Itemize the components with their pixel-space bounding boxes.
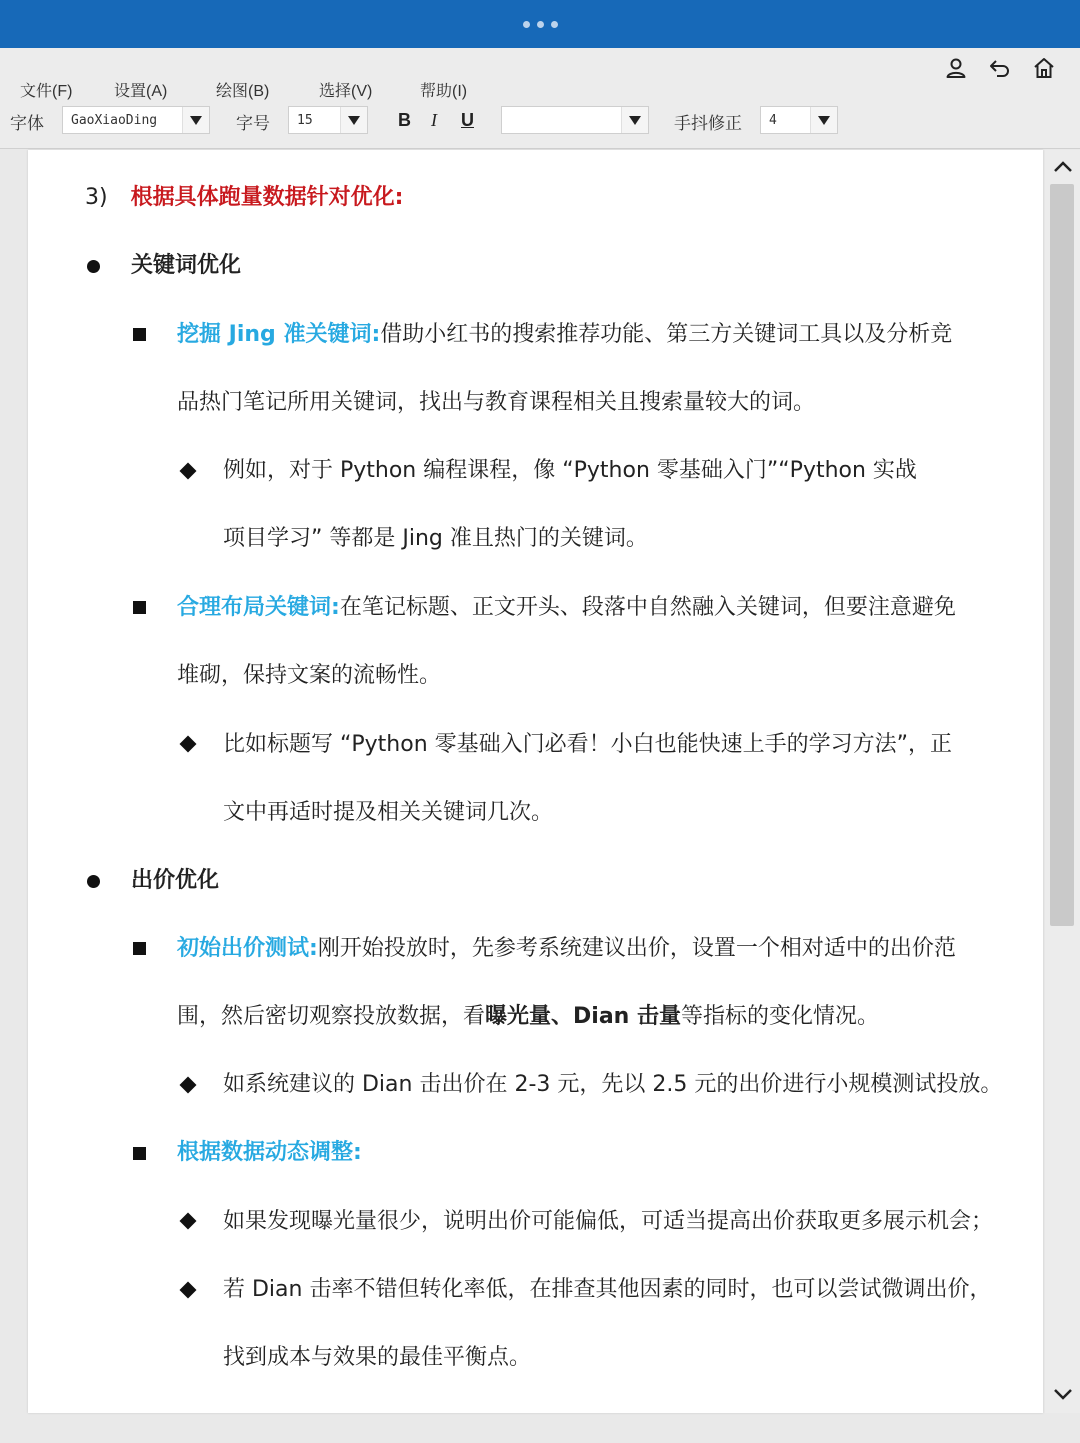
bullet-diamond-icon: [180, 736, 197, 753]
vertical-scrollbar[interactable]: [1045, 150, 1080, 1413]
menu-draw[interactable]: 绘图(B): [216, 83, 270, 100]
size-label: 字号: [236, 114, 270, 134]
section-heading: [85, 183, 403, 213]
italic-button[interactable]: I: [431, 110, 437, 130]
item-text-continued: [177, 1002, 879, 1032]
menu-settings[interactable]: 设置(A): [114, 83, 168, 100]
item-label: 合理布局关键词:: [177, 595, 340, 620]
bullet-diamond-icon: [180, 463, 197, 480]
example-text: 比如标题写 “Python 零基础入门必看！小白也能快速上手的学习方法”，正: [223, 732, 953, 757]
size-select[interactable]: [288, 106, 368, 134]
menu-help[interactable]: 帮助(I): [420, 83, 468, 100]
item-text: 借助小红书的搜索推荐功能、第三方关键词工具以及分析竞: [380, 322, 953, 347]
menu-file[interactable]: 文件(F): [20, 83, 73, 100]
menu-bar: [0, 48, 1080, 100]
top-icons: [944, 56, 1056, 80]
bullet-diamond-icon: [180, 1077, 197, 1094]
bullet-square-icon: [133, 942, 146, 955]
example-text: 若 Dian 击率不错但转化率低，在排查其他因素的同时，也可以尝试微调出价，: [223, 1277, 992, 1302]
list-item: [177, 1138, 362, 1168]
color-select[interactable]: [501, 106, 649, 134]
subsection-title: 出价优化: [131, 868, 220, 893]
chevron-down-icon[interactable]: [340, 107, 367, 133]
example-text: 如系统建议的 Dian 击出价在 2-3 元，先以 2.5 元的出价进行小规模测试投放。: [223, 1072, 1003, 1097]
bullet-circle-icon: [87, 260, 100, 273]
example-text: 如果发现曝光量很少，说明出价可能偏低，可适当提高出价获取更多展示机会；: [223, 1209, 994, 1234]
dot: [523, 21, 530, 28]
scrollbar-thumb[interactable]: [1050, 184, 1074, 926]
list-item: [177, 934, 956, 964]
format-toolbar: [0, 100, 1080, 149]
chevron-down-icon[interactable]: [1052, 1383, 1074, 1405]
chevron-up-icon[interactable]: [1052, 156, 1074, 178]
title-bar: [0, 0, 1080, 48]
item-text: 在笔记标题、正文开头、段落中自然融入关键词，但要注意避免: [339, 595, 956, 620]
chevron-down-icon[interactable]: [810, 107, 837, 133]
size-select-value: 15: [297, 112, 313, 128]
example-text-continued: 找到成本与效果的最佳平衡点。: [223, 1345, 532, 1370]
dot: [551, 21, 558, 28]
jitter-select-value: 4: [769, 112, 777, 128]
item-label: 初始出价测试:: [177, 936, 318, 961]
bold-button[interactable]: B: [398, 110, 411, 130]
underline-button[interactable]: U: [461, 110, 474, 130]
text-run: 等指标的变化情况。: [681, 1004, 880, 1029]
bullet-square-icon: [133, 328, 146, 341]
item-text: 刚开始投放时，先参考系统建议出价，设置一个相对适中的出价范: [317, 936, 956, 961]
home-icon[interactable]: [1032, 56, 1056, 80]
undo-icon[interactable]: [988, 56, 1012, 80]
example-text-continued: 项目学习” 等都是 Jing 准且热门的关键词。: [223, 526, 648, 551]
font-select-value: GaoXiaoDing: [71, 112, 158, 128]
heading-text: 根据具体跑量数据针对优化:: [130, 185, 404, 210]
subsection-title: 关键词优化: [131, 253, 242, 278]
list-item: [177, 320, 994, 350]
example-text: 例如，对于 Python 编程课程，像 “Python 零基础入门”“Python 实战: [223, 458, 917, 483]
jitter-select[interactable]: [760, 106, 838, 134]
user-icon[interactable]: [944, 56, 968, 80]
text-run-bold: 曝光量、Dian 击量: [485, 1004, 681, 1029]
font-label: 字体: [10, 114, 44, 134]
example-text-continued: 文中再适时提及相关关键词几次。: [223, 800, 554, 825]
item-text-continued: 品热门笔记所用关键词，找出与教育课程相关且搜索量较大的词。: [177, 390, 816, 415]
item-text-continued: 堆砌，保持文案的流畅性。: [177, 663, 442, 688]
bullet-square-icon: [133, 1147, 146, 1160]
document-page[interactable]: [28, 150, 1043, 1413]
font-select[interactable]: [62, 106, 210, 134]
bullet-diamond-icon: [180, 1213, 197, 1230]
more-dots-icon[interactable]: [523, 21, 558, 28]
chevron-down-icon[interactable]: [182, 107, 209, 133]
dot: [537, 21, 544, 28]
heading-number: 3): [85, 185, 108, 210]
list-item: [177, 593, 956, 623]
bullet-square-icon: [133, 601, 146, 614]
jitter-label: 手抖修正: [674, 114, 742, 134]
menu-select[interactable]: 选择(V): [319, 83, 373, 100]
item-label: 根据数据动态调整:: [177, 1140, 362, 1165]
item-label: 挖掘 Jing 准关键词:: [177, 322, 381, 347]
chevron-down-icon[interactable]: [621, 107, 648, 133]
bullet-diamond-icon: [180, 1282, 197, 1299]
text-run: 围，然后密切观察投放数据，看: [177, 1004, 486, 1029]
bullet-circle-icon: [87, 875, 100, 888]
